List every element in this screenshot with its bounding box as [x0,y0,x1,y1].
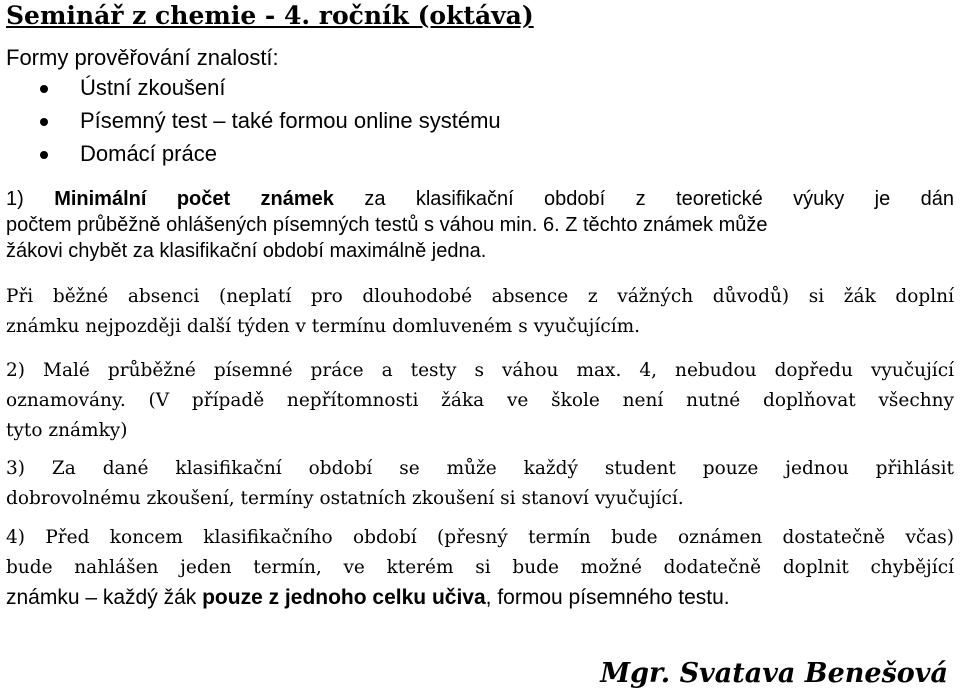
bullet-icon [40,118,48,126]
bullet-icon [40,151,48,159]
rule-1-rest: za klasifikační období z teoretické výuky je dán [333,188,954,210]
absence-paragraph [6,282,954,342]
rule-4-line-3-end: , formou písemného testu. [485,586,730,609]
rule-4-emphasis: pouze z jednoho celku učiva [202,586,486,609]
list-item-text: Ústní zkoušení [80,75,226,100]
absence-line-2: známku nejpozději další týden v termínu domluveném s vyučujícím. [6,316,641,337]
rule-2-line-3: tyto známky) [6,420,128,441]
list-item-text: Písemný test – také formou online systému [80,108,501,133]
rule-4-paragraph [6,523,954,613]
rule-4-line-3 [6,583,954,613]
document-title: Seminář z chemie - 4. ročník (oktáva) [6,1,534,30]
rule-4-line-3-start: známku – každý žák [6,586,203,609]
rule-1-line-1 [6,186,954,212]
rule-1-emphasis: Minimální počet známek [54,188,334,210]
rule-3-line-1: 3) Za dané klasifikační období se může každý student pouze jednou přihlásit [6,458,954,479]
rule-4-line-2: bude nahlášen jeden termín, ve kterém si bude možné dodatečně doplnit chybějící [6,557,954,578]
author-signature: Mgr. Svatava Benešová [600,658,948,689]
bullet-icon [40,85,48,93]
absence-line-1: Při běžné absenci (neplatí pro dlouhodobé absence z vážných důvodů) si žák doplní [6,286,954,307]
list-item-text: Domácí práce [80,141,217,166]
rule-3-paragraph [6,454,954,514]
rule-3-line-2: dobrovolnému zkoušení, termíny ostatních zkoušení si stanoví vyučující. [6,488,684,509]
rule-1-line-3: žákovi chybět za klasifikační období maximálně jedna. [6,240,487,262]
rule-2-paragraph [6,356,954,446]
rule-1-paragraph [6,186,954,264]
rule-1-number: 1) [6,188,55,210]
rule-2-line-1: 2) Malé průběžné písemné práce a testy s váhou max. 4, nebudou dopředu vyučující [6,360,954,381]
rule-1-line-2: počtem průběžně ohlášených písemných testů s váhou min. 6. Z těchto známek může [6,214,768,236]
forms-heading: Formy prověřování znalostí: [6,45,279,70]
rule-2-line-2: oznamovány. (V případě nepřítomnosti žáka ve škole není nutné doplňovat všechny [6,390,954,411]
rule-4-line-1: 4) Před koncem klasifikačního období (přesný termín bude oznámen dostatečně včas) [6,527,954,548]
